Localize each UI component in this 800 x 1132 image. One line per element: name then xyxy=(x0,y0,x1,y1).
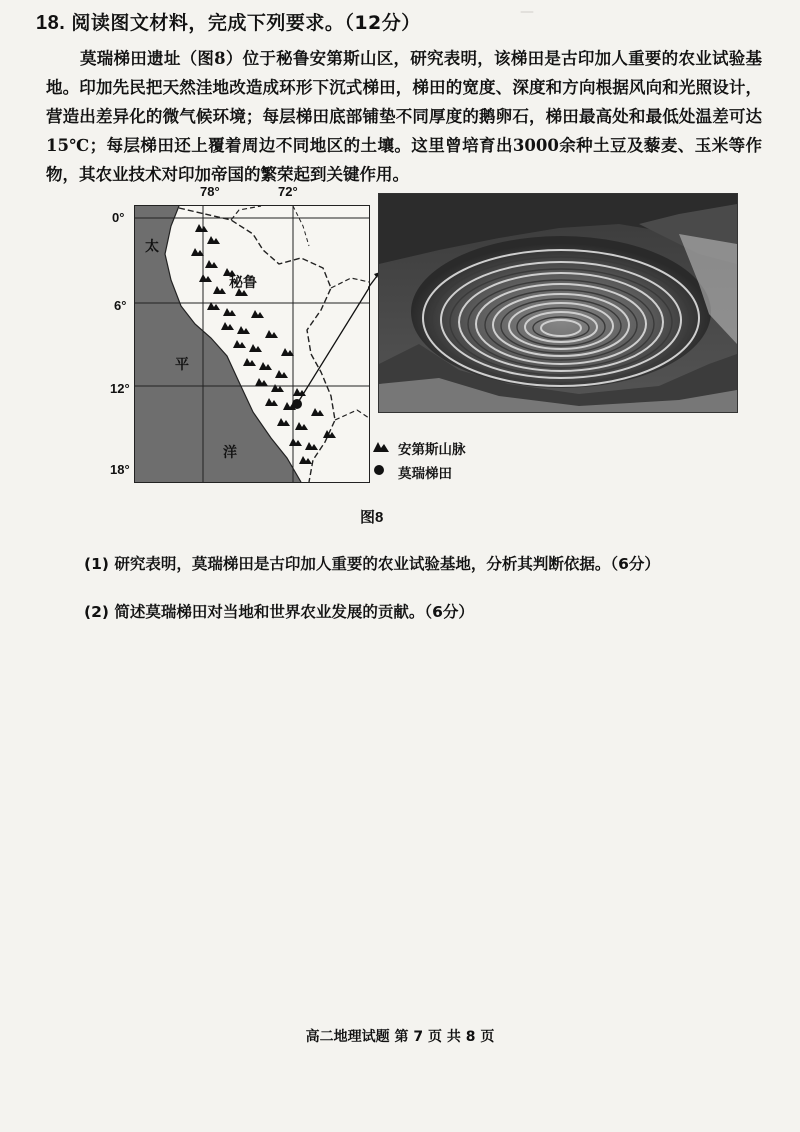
pointer-line xyxy=(297,288,369,404)
peru-map xyxy=(134,205,370,483)
legend-site xyxy=(372,462,452,482)
question-title xyxy=(36,8,421,35)
ocean-char-3: 洋 xyxy=(223,445,237,461)
legend-mountains-label: 安第斯山脉 xyxy=(398,442,466,458)
map-graphic xyxy=(135,206,369,482)
legend-mountains xyxy=(372,438,466,458)
sub-question-1: (1) 研究表明，莫瑞梯田是古印加人重要的农业试验基地，分析其判断依据。（6分） xyxy=(84,555,660,573)
country-label: 秘鲁 xyxy=(229,275,257,291)
question-heading: 阅读图文材料，完成下列要求。（12分） xyxy=(71,12,421,34)
latitude-label-12: 12° xyxy=(110,381,130,396)
legend-site-label: 莫瑞梯田 xyxy=(398,466,452,482)
site-legend-icon xyxy=(372,463,394,481)
terrace-photo xyxy=(378,193,738,413)
question-passage: 莫瑞梯田遗址（图8）位于秘鲁安第斯山区，研究表明，该梯田是古印加人重要的农业试验基地。印加先民把天然洼地改造成环形下沉式梯田，梯田的宽度、深度和方向根据风向和光照设计，营造出差异化的微气候环境；每层梯田底部铺垫不同厚度的鹅卵石，梯田最高处和最低处温差可达15℃；每层梯田还上覆着周边不同地区的土壤。这里曾培育出3000余种土豆及藜麦、玉米等作物，其农业技术对印加帝国的繁荣起到关键作用。 xyxy=(46,49,762,184)
mountain-legend-icon xyxy=(372,439,394,457)
longitude-label-72: 72° xyxy=(278,184,298,199)
page-footer: 高二地理试题 第 7 页 共 8 页 xyxy=(305,1029,495,1045)
latitude-label-6: 6° xyxy=(114,298,127,313)
ocean-char-2: 平 xyxy=(175,357,189,373)
ocean-char-1: 太 xyxy=(145,239,159,255)
figure-caption: 图8 xyxy=(360,509,384,526)
sub-question-2: (2) 简述莫瑞梯田对当地和世界农业发展的贡献。（6分） xyxy=(84,603,474,621)
latitude-label-18: 18° xyxy=(110,462,130,477)
terrace-photo-graphic xyxy=(379,194,737,412)
question-number: 18. xyxy=(36,12,66,34)
pacific-ocean xyxy=(135,206,301,482)
longitude-label-78: 78° xyxy=(200,184,220,199)
latitude-label-0: 0° xyxy=(112,210,125,225)
bleed-through-text: — xyxy=(520,4,534,20)
